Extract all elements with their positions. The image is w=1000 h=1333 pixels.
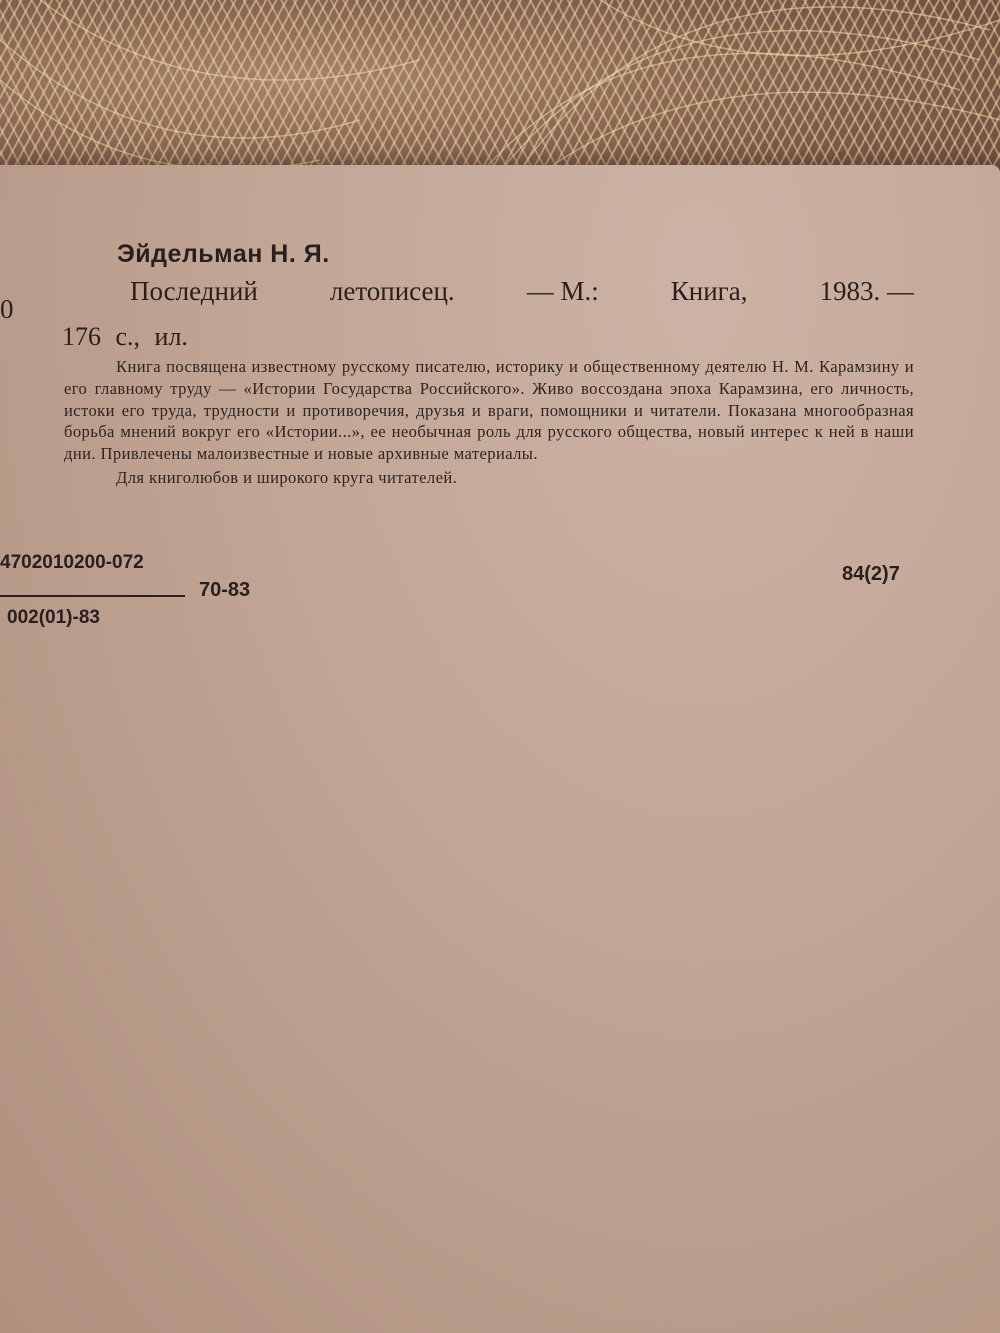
title-word: летописец. <box>329 276 455 306</box>
title-word: — М.: <box>526 276 599 306</box>
classification-numerator: 4702010200-072 <box>0 552 144 573</box>
classification-middle: 70-83 <box>199 579 251 601</box>
annotation-paragraph: Книга посвящена известному русскому писателю, историку и общественному деятелю Н. М. Карамзину и его главному труду — «Истории Государства Российского». Живо воссоздана эпоха Карамзина, его личность, истоки его труда, трудности и противоречия, друзья и враги, помощники и читатели. Показана многообразная борьба мнений вокруг его «Истории...», ее необычная роль для русского общества, новый интерес к ней в наши дни. Привлечены малоизвестные и новые архивные материалы. <box>64 357 914 464</box>
title-line <box>130 276 914 307</box>
title-word: Последний <box>130 276 258 306</box>
annotation-audience: Для книголюбов и широкого круга читателей. <box>116 467 458 487</box>
classification-index: 84(2)7 <box>842 563 900 585</box>
author-name: Эйдельман Н. Я. <box>117 240 330 268</box>
title-word: Книга, <box>670 276 748 306</box>
margin-digit: 0 <box>0 294 14 324</box>
title-word: 1983. — <box>819 276 914 306</box>
fraction-rule <box>0 595 185 597</box>
annotation <box>64 356 914 489</box>
pages-info: 176 с., ил. <box>62 322 188 351</box>
classification-denominator: 002(01)-83 <box>7 607 100 628</box>
